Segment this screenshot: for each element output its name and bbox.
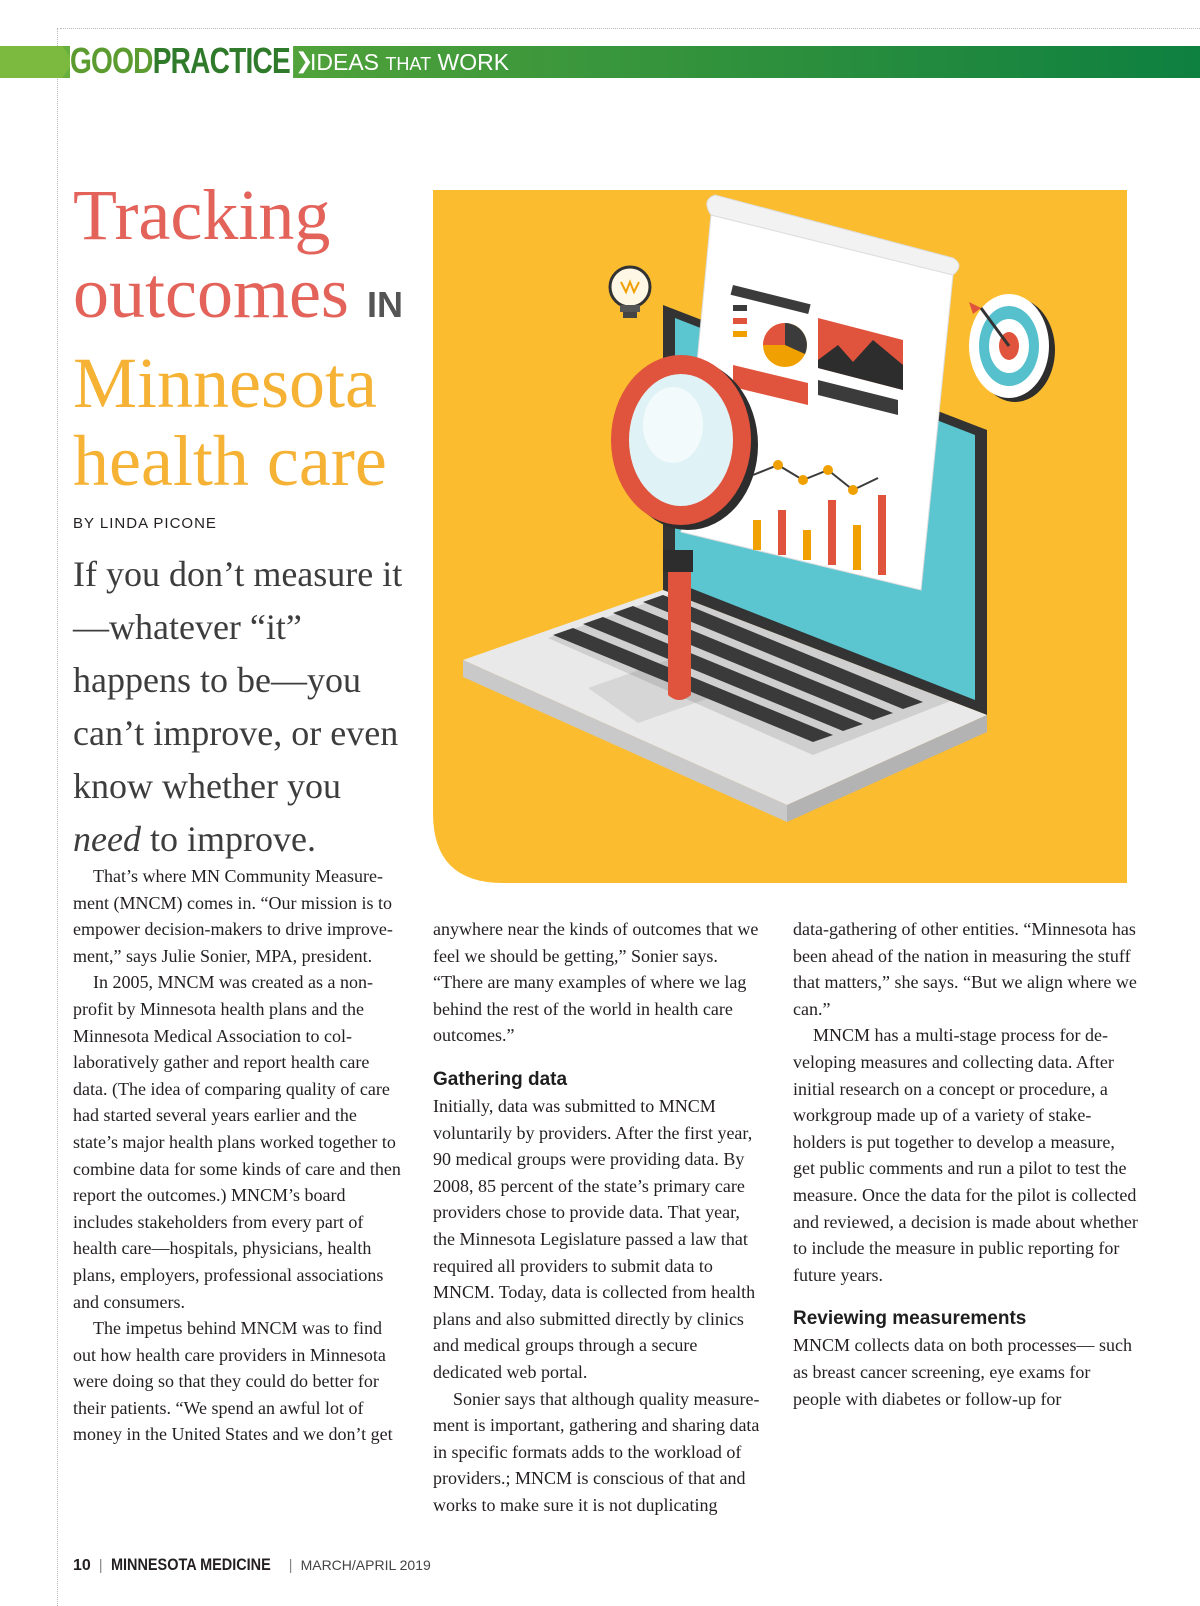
col1-paragraph: That’s where MN Community Measurement (MNCM) comes in. “Our mission is to empower decision-makers to drive improvement,” says Julie Sonier, MPA, president. bbox=[73, 866, 393, 966]
chevron-right-icon: ❯ bbox=[295, 49, 314, 74]
subhead-gathering-data: Gathering data bbox=[433, 1068, 568, 1090]
brand-good: GOOD bbox=[70, 40, 153, 81]
page-footer bbox=[73, 1555, 431, 1575]
column-2 bbox=[433, 916, 763, 1518]
page-number: 10 bbox=[73, 1557, 91, 1574]
tagline-work: WORK bbox=[437, 49, 510, 75]
tagline-ideas: IDEAS bbox=[310, 49, 380, 75]
brand-practice: PRACTICE bbox=[152, 40, 290, 81]
tagline-that: THAT bbox=[385, 54, 432, 74]
deck-part-1: If you don’t measure it—whatever “it” happens to be—you can’t improve, or even know whether you bbox=[73, 554, 403, 806]
illustration bbox=[433, 190, 1127, 883]
footer-separator: | bbox=[288, 1557, 293, 1574]
deck-emphasis: need bbox=[73, 819, 141, 859]
left-margin-rule bbox=[57, 28, 58, 1606]
col2-paragraph: Sonier says that although quality measurement is important, gathering and sharing data in specific formats adds to the workload of providers.; MNCM is conscious of that and works to make sure it is not duplicating bbox=[433, 1388, 760, 1515]
footer-separator: | bbox=[98, 1557, 103, 1574]
top-rule bbox=[60, 28, 1200, 29]
col3-paragraph: MNCM has a multi-stage process for developing measures and collecting data. After initial research on a concept or procedure, a workgroup made up of a variety of stakeholders is put together to develop a measure, get public comments and run a pilot to test the measure. Once the data for the pilot is collected and reviewed, a decision is made about whether to include the measure in public reporting for future years. bbox=[793, 1025, 1138, 1285]
col1-paragraph: In 2005, MNCM was created as a nonprofit by Minnesota health plans and the Minnesota Medical Association to collaboratively gather and report health care data. (The idea of comparing quality of care had started several years earlier and the state’s major health plans worked together to combine data for some kinds of care and then report the outcomes.) MNCM’s board includes stakeholders from every part of health care—hospitals, physicians, health plans, employers, professional associations and consumers. bbox=[73, 972, 401, 1312]
col3-continued-paragraph: data-gathering of other entities. “Minnesota has been ahead of the nation in measuring the stuff that matters,” she says. “But we align where we can.” bbox=[793, 919, 1137, 1019]
col3-paragraph: MNCM collects data on both processes— such as breast cancer screening, eye exams for people with diabetes or follow-up for bbox=[793, 1335, 1132, 1409]
deck-part-2: to improve. bbox=[149, 819, 316, 859]
magazine-name: MINNESOTA MEDICINE bbox=[110, 1555, 271, 1574]
col2-continued-paragraph: anywhere near the kinds of outcomes that we feel we should be getting,” Sonier says. “There are many examples of where we lag behind the rest of the world in health care outcomes.” bbox=[433, 919, 759, 1046]
title-line-2: outcomes bbox=[73, 253, 349, 333]
section-tagline bbox=[310, 47, 509, 79]
issue-date: MARCH/APRIL 2019 bbox=[300, 1557, 431, 1573]
column-1 bbox=[73, 863, 403, 1448]
title-line-4: health care bbox=[73, 421, 387, 501]
col1-paragraph: The impetus behind MNCM was to find out how health care providers in Minnesota were doing so that they could do better for their patients. “We spend an awful lot of money in the United States and we don’t get bbox=[73, 1318, 393, 1445]
title-in: IN bbox=[366, 284, 403, 325]
section-brand bbox=[70, 41, 293, 81]
col2-paragraph: Initially, data was submitted to MNCM voluntarily by providers. After the first year, 90 medical groups were providing data. By 2008, 85 percent of the state’s primary care providers chose to provide data. That year, the Minnesota Legislature passed a law that required all providers to submit data to MNCM. Today, data is collected from health plans and also submitted directly by clinics and medical groups through a secure dedicated web portal. bbox=[433, 1095, 756, 1382]
byline: BY LINDA PICONE bbox=[73, 515, 217, 532]
column-3 bbox=[793, 916, 1138, 1412]
deck-quote bbox=[73, 548, 413, 866]
title-line-3: Minnesota bbox=[73, 343, 377, 423]
article-title bbox=[73, 176, 403, 500]
title-line-1: Tracking bbox=[73, 175, 331, 255]
subhead-reviewing-measurements: Reviewing measurements bbox=[793, 1308, 1027, 1330]
